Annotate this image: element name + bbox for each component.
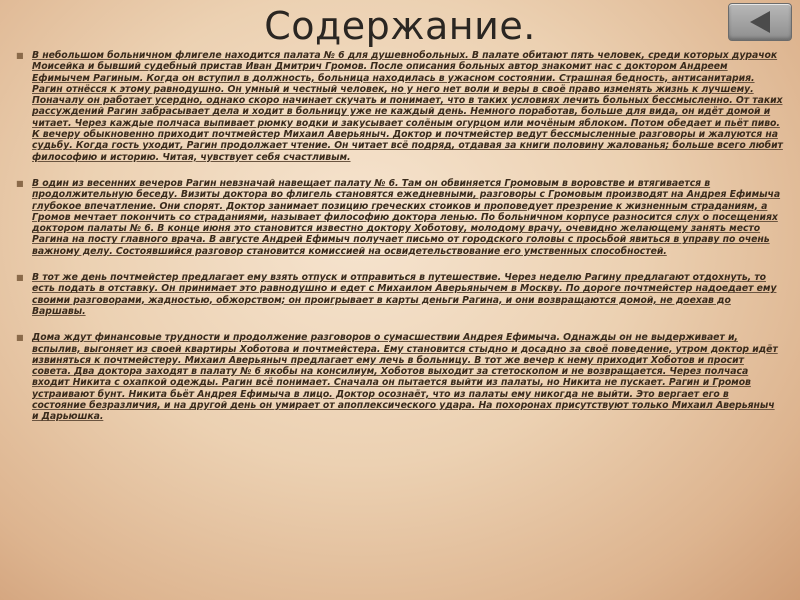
summary-paragraph-2-text: В один из весенних вечеров Рагин невзначай навещает палату № 6. Там он обвиняется Громовым в воровстве и втягивается в продолжительную беседу. Визиты доктора во флигель становятся ежедневными, разговоры с Громовым производят на Андрея Ефимыча глубокое впечатление. Они спорят. Доктор занимает позицию греческих стоиков и проповедует презрение к жизненным страданиям, а Громов мечтает покончить со страданиями, называет философию доктора ленью. По больничном корпусе разносится слух о посещениях доктором палаты № 6. В конце июня это становится известно доктору Хоботову, молодому врачу, очевидно желающему занять место Рагина на посту главного врача. В августе Андрей Ефимыч получает письмо от городского головы с просьбой явиться в управу по очень важному делу. Состоявшийся разговор становится комиссией на освидетельствование его умственных способностей. xyxy=(32,177,781,257)
bullet-icon: ■ xyxy=(16,51,24,60)
summary-content xyxy=(14,50,784,423)
bullet-icon: ■ xyxy=(16,273,24,283)
back-button[interactable] xyxy=(728,3,792,41)
bullet-icon: ■ xyxy=(16,178,24,188)
summary-paragraph-4 xyxy=(14,332,784,422)
summary-paragraph-3-text: В тот же день почтмейстер предлагает ему взять отпуск и отправиться в путешествие. Через неделю Рагину предлагают отдохнуть, то есть подать в отставку. Он принимает это равнодушно и едет с Михаилом Аверьянычем в Москву. По дороге почтмейстер надоедает ему своими разговорами, жадностью, обжорством; он проигрывает в карты деньги Рагина, и они возвращаются домой, не доехав до Варшавы. xyxy=(32,272,777,317)
bullet-icon: ■ xyxy=(16,333,24,343)
summary-paragraph-1 xyxy=(14,50,784,163)
summary-paragraph-2 xyxy=(14,178,784,257)
back-arrow-icon xyxy=(750,11,770,33)
summary-paragraph-4-text: Дома ждут финансовые трудности и продолжение разговоров о сумасшествии Андрея Ефимыча. Однажды он не выдерживает и, вспылив, выгоняет из своей квартиры Хоботова и почтмейстера. Ему становится стыдно и досадно за своё поведение, утром доктор идёт извиняться к почтмейстеру. Михаил Аверьяныч предлагает ему лечь в больницу. В тот же вечер к нему приходит Хоботов и просит совета. Два доктора заходят в палату № 6 якобы на консилиум, Хоботов выходит за стетоскопом и не возвращается. Через полчаса входит Никита с охапкой одежды. Рагин всё понимает. Сначала он пытается выйти из палаты, но Никита не пускает. Рагин и Громов устраивают бунт. Никита бьёт Андрея Ефимыча в лицо. Доктор осознаёт, что из палаты ему никогда не выйти. Это вергает его в состояние безразличия, и на другой день он умирает от апоплексического удара. На похоронах присутствуют только Михаил Аверьяныч и Дарьюшка. xyxy=(32,332,778,423)
slide-title: Содержание. xyxy=(264,4,536,48)
summary-paragraph-1-text: В небольшом больничном флигеле находится палата № 6 для душевнобольных. В палате обитают пять человек, среди которых дурачок Моисейка и бывший судебный пристав Иван Дмитрич Громов. После описания больных автор знакомит нас с доктором Андреем Ефимычем Рагиным. Когда он вступил в должность, больница находилась в ужасном состоянии. Страшная бедность, антисанитария. Рагин отнёсся к этому равнодушно. Он умный и честный человек, но у него нет воли и веры в своё право изменять жизнь к лучшему. Поначалу он работает усердно, однако скоро начинает скучать и понимает, что в таких условиях лечить больных бессмысленно. От таких рассуждений Рагин забрасывает дела и ходит в больницу уже не каждый день. Немного поработав, больше для вида, он идёт домой и читает. Через каждые полчаса выпивает рюмку водки и закусывает солёным огурцом или мочёным яблоком. Потом обедает и пьёт пиво. К вечеру обыкновенно приходит почтмейстер Михаил Аверьяныч. Доктор и почтмейстер ведут бессмысленные разговоры и жалуются на судьбу. Когда гость уходит, Рагин продолжает чтение. Он читает всё подряд, отдавая за книги половину жалованья; больше всего любит философию и историю. Читая, чувствует себя счастливым. xyxy=(32,50,783,163)
summary-paragraph-3 xyxy=(14,272,784,317)
